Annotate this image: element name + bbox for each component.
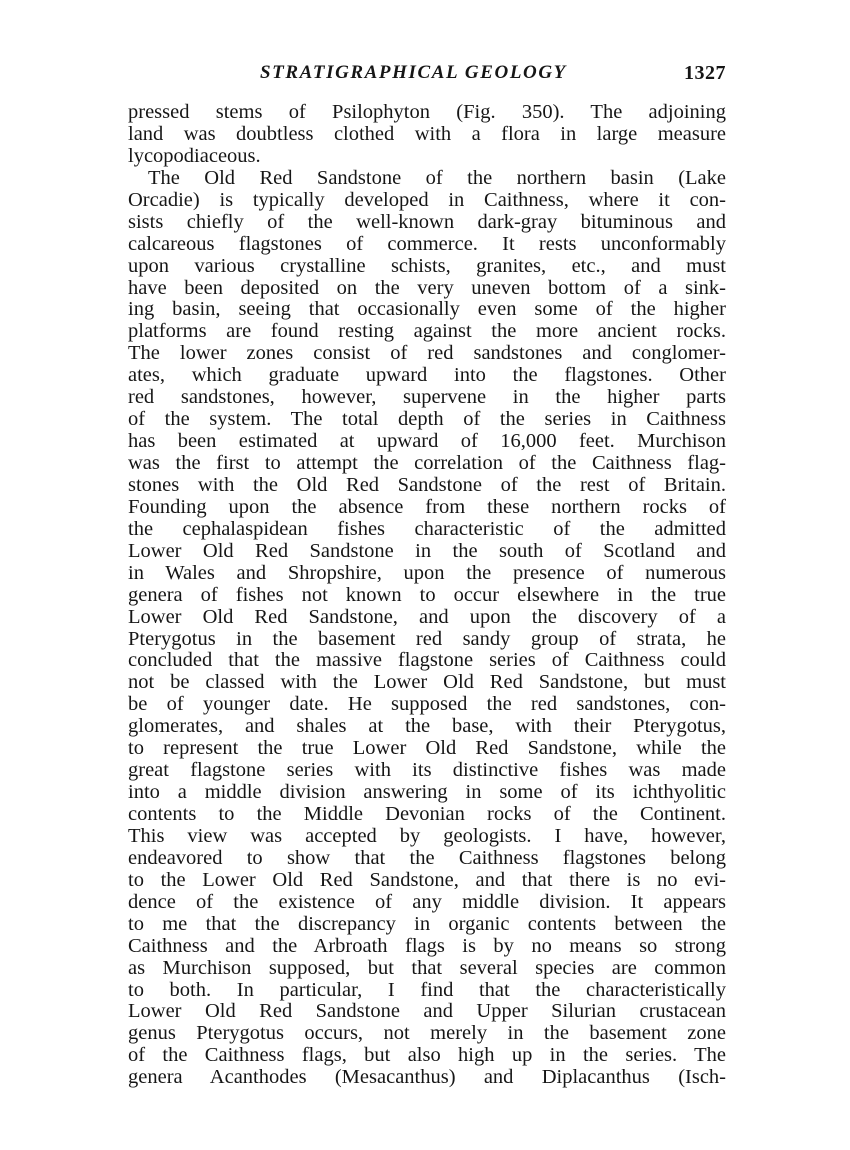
- running-title: STRATIGRAPHICAL GEOLOGY: [260, 62, 567, 83]
- text-line: to me that the discrepancy in organic contents between the: [128, 912, 726, 935]
- text-line: to both. In particular, I find that the characteristically: [128, 978, 726, 1001]
- text-line: genera Acanthodes (Mesacanthus) and Diplacanthus (Isch-: [128, 1066, 726, 1089]
- text-line: dence of the existence of any middle division. It appears: [128, 890, 726, 913]
- text-line: ing basin, seeing that occasionally even some of the higher: [128, 298, 726, 321]
- text-line: lycopodiaceous.: [128, 144, 261, 167]
- text-line: as Murchison supposed, but that several species are common: [128, 956, 726, 979]
- text-line: The lower zones consist of red sandstones and conglomer-: [128, 342, 726, 365]
- text-line: glomerates, and shales at the base, with their Pterygotus,: [128, 715, 726, 738]
- text-line: pressed stems of Psilophyton (Fig. 350). The adjoining: [128, 101, 726, 123]
- paragraph-start-line: The Old Red Sandstone of the northern basin (Lake: [148, 166, 726, 189]
- text-line: the cephalaspidean fishes characteristic of the admitted: [128, 517, 726, 540]
- text-line: calcareous flagstones of commerce. It rests unconformably: [128, 232, 726, 255]
- text-line: stones with the Old Red Sandstone of the rest of Britain.: [128, 473, 726, 496]
- text-line: sists chiefly of the well-known dark-gray bituminous and: [128, 210, 726, 233]
- text-line: was the first to attempt the correlation of the Caithness flag-: [128, 452, 726, 474]
- text-line: genus Pterygotus occurs, not merely in the basement zone: [128, 1022, 726, 1045]
- text-line: Founding upon the absence from these northern rocks of: [128, 495, 726, 518]
- text-line: of the system. The total depth of the series in Caithness: [128, 408, 726, 431]
- text-line: endeavored to show that the Caithness flagstones belong: [128, 846, 726, 869]
- text-line: Lower Old Red Sandstone in the south of Scotland and: [128, 539, 726, 562]
- text-line: platforms are found resting against the more ancient rocks.: [128, 320, 726, 343]
- text-line: to represent the true Lower Old Red Sandstone, while the: [128, 737, 726, 760]
- text-line: red sandstones, however, supervene in the higher parts: [128, 386, 726, 409]
- text-line: genera of fishes not known to occur elsewhere in the true: [128, 583, 726, 606]
- body-text: [128, 102, 726, 1089]
- text-line: great flagstone series with its distinctive fishes was made: [128, 759, 726, 782]
- text-line: have been deposited on the very uneven bottom of a sink-: [128, 276, 726, 299]
- text-line: has been estimated at upward of 16,000 feet. Murchison: [128, 430, 726, 453]
- text-line: not be classed with the Lower Old Red Sandstone, but must: [128, 671, 726, 694]
- text-line: into a middle division answering in some of its ichthyolitic: [128, 781, 726, 804]
- text-line: Caithness and the Arbroath flags is by no means so strong: [128, 934, 726, 957]
- text-line: of the Caithness flags, but also high up in the series. The: [128, 1044, 726, 1067]
- page-number: 1327: [684, 62, 726, 84]
- text-line: upon various crystalline schists, granites, etc., and must: [128, 254, 726, 277]
- text-line: to the Lower Old Red Sandstone, and that there is no evi-: [128, 868, 726, 891]
- text-line: in Wales and Shropshire, upon the presence of numerous: [128, 561, 726, 584]
- text-line: Lower Old Red Sandstone, and upon the discovery of a: [128, 605, 726, 628]
- text-line: Pterygotus in the basement red sandy group of strata, he: [128, 627, 726, 650]
- text-line: be of younger date. He supposed the red sandstones, con-: [128, 693, 726, 716]
- text-line: Orcadie) is typically developed in Caithness, where it con-: [128, 188, 726, 211]
- text-line: Lower Old Red Sandstone and Upper Silurian crustacean: [128, 1000, 726, 1023]
- text-line: contents to the Middle Devonian rocks of the Continent.: [128, 803, 726, 825]
- text-line: This view was accepted by geologists. I have, however,: [128, 824, 726, 847]
- running-head: [128, 62, 726, 88]
- text-line: land was doubtless clothed with a flora in large measure: [128, 122, 726, 145]
- text-line: ates, which graduate upward into the flagstones. Other: [128, 364, 726, 387]
- text-line: concluded that the massive flagstone series of Caithness could: [128, 649, 726, 672]
